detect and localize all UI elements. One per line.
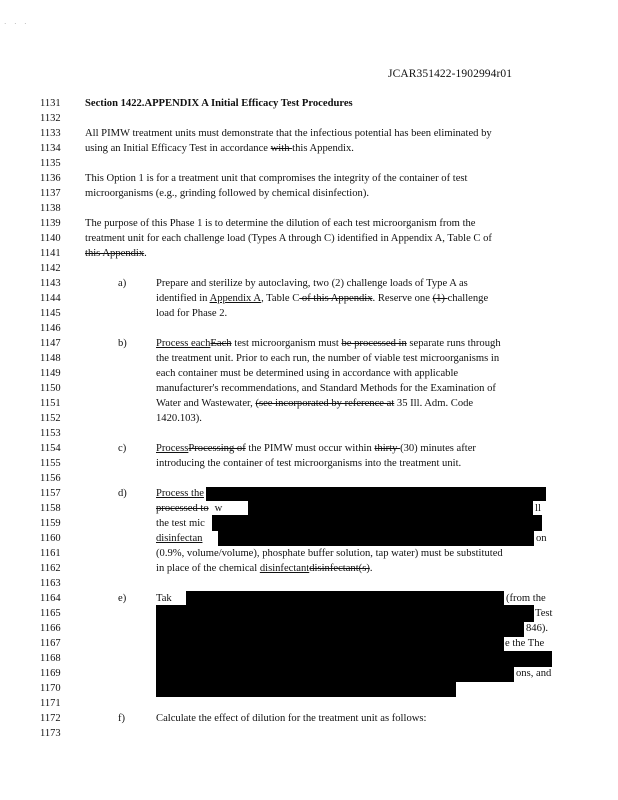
item-a-line2	[156, 291, 488, 306]
item-c-line1	[156, 441, 476, 456]
item-d-line4-tail: on	[536, 533, 547, 544]
redaction-block	[248, 501, 533, 515]
line-number: 1155	[40, 458, 61, 469]
line-number: 1164	[40, 593, 61, 604]
inserted-text: Process each	[156, 338, 211, 349]
text: Water and Wastewater,	[156, 398, 256, 409]
item-b-line4: manufacturer's recommendations, and Standard Methods for the Examination of	[156, 383, 496, 394]
line-number-column	[40, 96, 76, 741]
line-number: 1167	[40, 638, 61, 649]
line-number: 1158	[40, 503, 61, 514]
line-number: 1132	[40, 113, 61, 124]
line-number: 1159	[40, 518, 61, 529]
para2-line1: This Option 1 is for a treatment unit that compromises the integrity of the container of test	[85, 173, 468, 184]
para1-text: using an Initial Efficacy Test in accordance	[85, 143, 271, 154]
line-number: 1163	[40, 578, 61, 589]
item-c-marker: c)	[118, 443, 127, 454]
line-number: 1152	[40, 413, 61, 424]
inserted-text: disinfectant	[259, 563, 310, 574]
item-a-line3: load for Phase 2.	[156, 308, 228, 319]
redaction-block	[156, 651, 552, 667]
line-number: 1156	[40, 473, 61, 484]
item-b-line3: each container must be determined using in accordance with applicable	[156, 368, 459, 379]
redaction-block	[156, 636, 504, 652]
text: test microorganism must	[231, 338, 342, 349]
line-number: 1172	[40, 713, 61, 724]
line-number: 1148	[40, 353, 61, 364]
item-f-line1: Calculate the effect of dilution for the treatment unit as follows:	[156, 713, 427, 724]
line-number: 1143	[40, 278, 61, 289]
line-number: 1173	[40, 728, 61, 739]
item-b-line6: 1420.103).	[156, 413, 202, 424]
redaction-block	[212, 515, 542, 531]
struck-text: (see incorporated by reference at	[255, 398, 395, 409]
item-d-line2-tail: ll	[535, 503, 541, 514]
struck-text: with	[270, 143, 293, 154]
struck-text: disinfectant(s)	[309, 563, 370, 574]
text: separate runs through	[406, 338, 501, 349]
line-number: 1157	[40, 488, 61, 499]
line-number: 1165	[40, 608, 61, 619]
item-c-line2: introducing the container of test microorganisms into the treatment unit.	[156, 458, 462, 469]
redaction-block	[156, 605, 534, 622]
inserted-text: Appendix A	[209, 293, 262, 304]
item-e-line1-tail: (from the	[506, 593, 546, 604]
item-e-line4-tail	[505, 636, 544, 651]
para1-line1: All PIMW treatment units must demonstrate that the infectious potential has been eliminated by	[85, 128, 492, 139]
item-b-marker: b)	[118, 338, 127, 349]
item-d-line2	[156, 501, 222, 516]
para2-line2: microorganisms (e.g., grinding followed by chemical disinfection).	[85, 188, 370, 199]
line-number: 1147	[40, 338, 61, 349]
line-number: 1162	[40, 563, 61, 574]
item-d-line5: (0.9%, volume/volume), phosphate buffer solution, tap water) must be substituted	[156, 548, 503, 559]
inserted-text: Process	[156, 443, 189, 454]
line-number: 1139	[40, 218, 61, 229]
struck-text: processed to	[156, 503, 209, 514]
line-number: 1168	[40, 653, 61, 664]
text: , Table C	[261, 293, 300, 304]
para3-line2: treatment unit for each challenge load (Types A through C) identified in Appendix A, Table C of	[85, 233, 492, 244]
para1-line2	[85, 141, 354, 156]
redaction-block	[186, 591, 504, 606]
para3-period: .	[144, 248, 147, 259]
para1-tail: this Appendix.	[292, 143, 354, 154]
line-number: 1137	[40, 188, 61, 199]
item-a-marker: a)	[118, 278, 127, 289]
struck-text: Each	[210, 338, 232, 349]
item-f-marker: f)	[118, 713, 126, 724]
line-number: 1145	[40, 308, 61, 319]
item-e-line2-tail: Test	[535, 608, 553, 619]
line-number: 1151	[40, 398, 61, 409]
line-number: 1150	[40, 383, 61, 394]
redaction-block	[156, 681, 456, 697]
line-number: 1144	[40, 293, 61, 304]
struck-text: be processed in	[341, 338, 407, 349]
redaction-block	[206, 487, 546, 501]
text: challenge	[447, 293, 489, 304]
line-number: 1134	[40, 143, 61, 154]
text: the PIMW must occur within	[245, 443, 375, 454]
item-b-line5	[156, 396, 473, 411]
struck-text: thirty	[374, 443, 401, 454]
line-number: 1160	[40, 533, 61, 544]
item-e-marker: e)	[118, 593, 127, 604]
struck-text: this Appendix	[85, 248, 145, 259]
line-number: 1141	[40, 248, 61, 259]
text: e the The	[505, 638, 545, 649]
line-number: 1161	[40, 548, 61, 559]
text: w	[214, 503, 223, 514]
text: 35 Ill. Adm. Code	[394, 398, 474, 409]
item-e-line1-start: Tak	[156, 593, 172, 604]
line-number: 1153	[40, 428, 61, 439]
item-a-line1: Prepare and sterilize by autoclaving, two (2) challenge loads of Type A as	[156, 278, 468, 289]
text: .	[369, 563, 373, 574]
line-number: 1138	[40, 203, 61, 214]
para3-line1: The purpose of this Phase 1 is to determine the dilution of each test microorganism from the	[85, 218, 476, 229]
redaction-block	[218, 530, 534, 546]
item-d-marker: d)	[118, 488, 127, 499]
line-number: 1166	[40, 623, 61, 634]
document-id: JCAR351422-1902994r01	[388, 68, 513, 80]
item-d-line3: the test mic	[156, 518, 205, 529]
item-e-line6-tail: ons, and	[516, 668, 552, 679]
para3-line3	[85, 246, 147, 261]
section-title: Section 1422.APPENDIX A Initial Efficacy Test Procedures	[85, 98, 353, 109]
redaction-block	[156, 666, 514, 682]
item-b-line1	[156, 336, 501, 351]
line-number: 1142	[40, 263, 61, 274]
inserted-text: Process the	[156, 488, 204, 499]
item-b-line2: the treatment unit. Prior to each run, the number of viable test microorganisms in	[156, 353, 500, 364]
text: identified in	[156, 293, 210, 304]
line-number: 1136	[40, 173, 61, 184]
struck-text: (1)	[432, 293, 448, 304]
item-d-line6	[156, 561, 373, 576]
line-number: 1149	[40, 368, 61, 379]
line-number: 1169	[40, 668, 61, 679]
line-number: 1146	[40, 323, 61, 334]
line-number: 1135	[40, 158, 61, 169]
line-number: 1154	[40, 443, 61, 454]
text: . Reserve one	[372, 293, 433, 304]
item-e-line3-tail: 846).	[526, 623, 549, 634]
line-number: 1170	[40, 683, 61, 694]
line-number: 1171	[40, 698, 61, 709]
inserted-text: disinfectan	[156, 533, 203, 544]
redaction-block	[156, 621, 524, 637]
scan-artifact: · · ·	[4, 20, 30, 28]
struck-text: of this Appendix	[299, 293, 373, 304]
line-number: 1133	[40, 128, 61, 139]
text: (30) minutes after	[400, 443, 476, 454]
item-d-line4	[156, 531, 202, 546]
struck-text: Processing of	[188, 443, 246, 454]
line-number: 1131	[40, 98, 61, 109]
line-number: 1140	[40, 233, 61, 244]
text: in place of the chemical	[156, 563, 260, 574]
